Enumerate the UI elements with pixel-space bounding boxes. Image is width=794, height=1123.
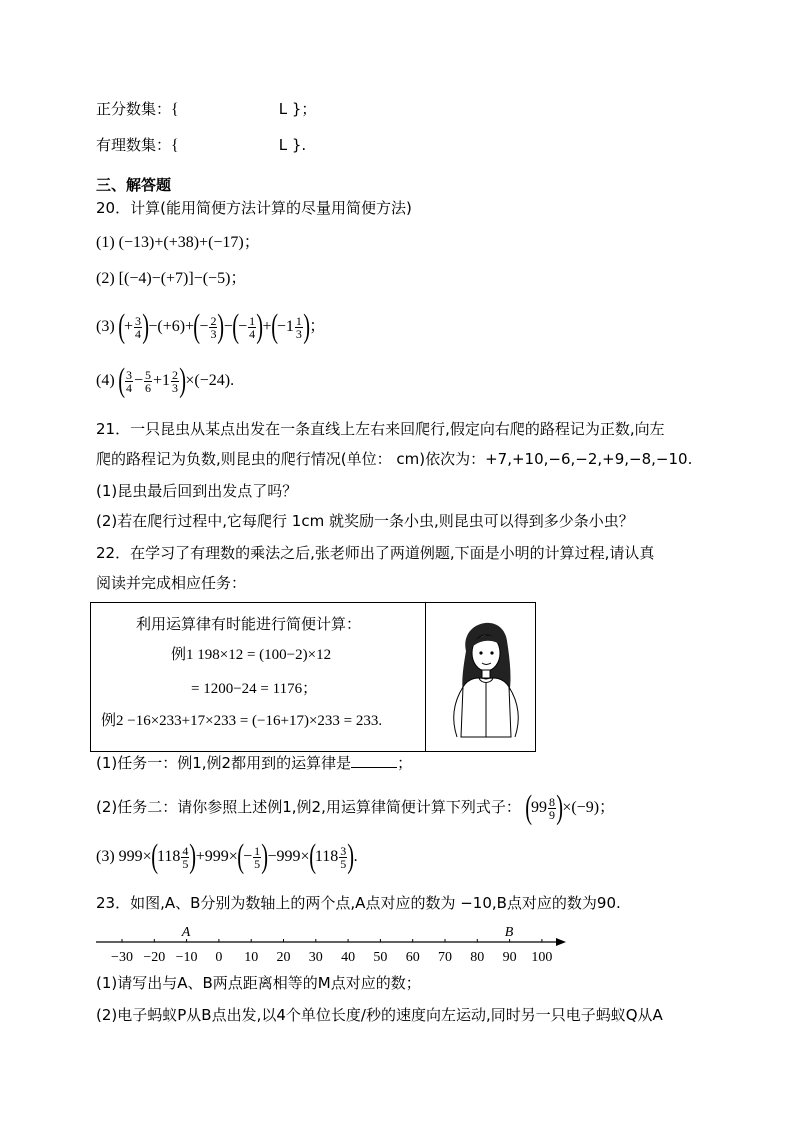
- q20-part3-lead: (3): [96, 318, 115, 335]
- student-illustration-icon: [441, 611, 531, 745]
- example-1-line1: 例1 198×12 = (100−2)×12: [171, 647, 332, 663]
- example-2: 例2 −16×233+17×233 = (−16+17)×233 = 233.: [101, 713, 383, 729]
- example-1-line2: = 1200−24 = 1176；: [191, 681, 318, 697]
- q20-part1: (1) (−13)+(+38)+(−17)；: [96, 234, 260, 251]
- task2-text: (2)任务二：请你参照上述例1,例2,用运算律简便计算下列式子：: [96, 798, 521, 816]
- rational-set-label: 有理数集：: [96, 136, 172, 154]
- tick-label: 20: [276, 950, 291, 965]
- q21-stem-line2: 爬的路程记为负数,则昆虫的爬行情况(单位： cm)依次为：+7,+10,−6,−2,+9,−8,−10.: [96, 450, 693, 468]
- positive-set-close: L }；: [278, 100, 317, 118]
- q22-stem-line2: 阅读并完成相应任务：: [96, 574, 247, 592]
- tick-label: −30: [111, 950, 133, 965]
- tick-label: 70: [438, 950, 452, 965]
- tick-label: 30: [308, 950, 323, 965]
- q23-part1: (1)请写出与A、B两点距离相等的M点对应的数；: [96, 974, 421, 992]
- task3-lead: (3) 999×: [96, 848, 152, 865]
- q21-part1: (1)昆虫最后回到出发点了吗？: [96, 482, 298, 500]
- tick-label: −10: [175, 950, 198, 965]
- number-line-ticks: [111, 939, 552, 965]
- answer-blank[interactable]: [351, 753, 397, 768]
- q22-task2: (2)任务二：请你参照上述例1,例2,用运算律简便计算下列式子： (99 $\frac{8}{9}$ )×(−9)；: [96, 789, 616, 827]
- tick-label: 60: [405, 950, 420, 965]
- q20-part4: (4) ( $\frac{3}{4}$ − $\frac{5}{6}$ +1 $\frac{2}{3}$ )×(−24).: [96, 362, 235, 400]
- tick-label: 50: [373, 950, 388, 965]
- tick-label: 80: [470, 950, 485, 965]
- example-title: 利用运算律有时能进行简便计算：: [136, 615, 362, 633]
- q20-part4-lead: (4): [96, 372, 115, 389]
- rational-number-set: 有理数集：{ L }.: [96, 136, 307, 154]
- q22-stem-line1: 22．在学习了有理数的乘法之后,张老师出了两道例题,下面是小明的计算过程,请认真: [96, 544, 655, 562]
- tick-label: −20: [143, 950, 166, 965]
- tick-label: 90: [502, 950, 517, 965]
- arrow-right-icon: [556, 938, 566, 946]
- q23-part2: (2)电子蚂蚁P从B点出发,以4个单位长度/秒的速度向左运动,同时另一只电子蚂蚁Q从A: [96, 1006, 663, 1024]
- q20-part2: (2) [(−4)−(+7)]−(−5)；: [96, 270, 247, 287]
- rational-set-close: L }.: [278, 136, 307, 154]
- point-b-label: B: [504, 925, 514, 940]
- task1-text: (1)任务一：例1,例2都用到的运算律是: [96, 754, 352, 772]
- q22-task1: [96, 752, 412, 774]
- point-a-label: A: [181, 925, 191, 940]
- number-line: [96, 924, 576, 968]
- tick-label: 100: [531, 950, 553, 965]
- tick-label: 40: [341, 950, 356, 965]
- positive-fraction-set: 正分数集：{ L }；: [96, 100, 317, 118]
- tick-label: 0: [215, 950, 223, 965]
- q23-stem: 23．如图,A、B分别为数轴上的两个点,A点对应的数为 −10,B点对应的数为90.: [96, 894, 621, 912]
- q22-task3: (3) 999×(118 $\frac{4}{5}$ )+999×(− $\frac{1}{5}$ )−999×(118 $\frac{3}{5}$ ).: [96, 838, 358, 876]
- q21-part2: (2)若在爬行过程中,它每爬行 1cm 就奖励一条小虫,则昆虫可以得到多少条小虫？: [96, 512, 634, 530]
- q20-part3: (3) (+ $\frac{3}{4}$ )−(+6)+(− $\frac{2}{3}$ )−(− $\frac{1}{4}$ )+(−1 $\frac{1}{3}$ )；: [96, 308, 326, 346]
- q21-stem-line1: 21．一只昆虫从某点出发在一条直线上左右来回爬行,假定向右爬的路程记为正数,向左: [96, 420, 665, 438]
- tick-label: 10: [244, 950, 259, 965]
- box-divider: [425, 603, 426, 751]
- task1-end: ；: [397, 754, 413, 772]
- example-box: [90, 602, 536, 752]
- section-title: 三、解答题: [96, 176, 172, 194]
- positive-set-label: 正分数集：: [96, 100, 172, 118]
- q20-stem: 20．计算(能用简便方法计算的尽量用简便方法): [96, 199, 412, 217]
